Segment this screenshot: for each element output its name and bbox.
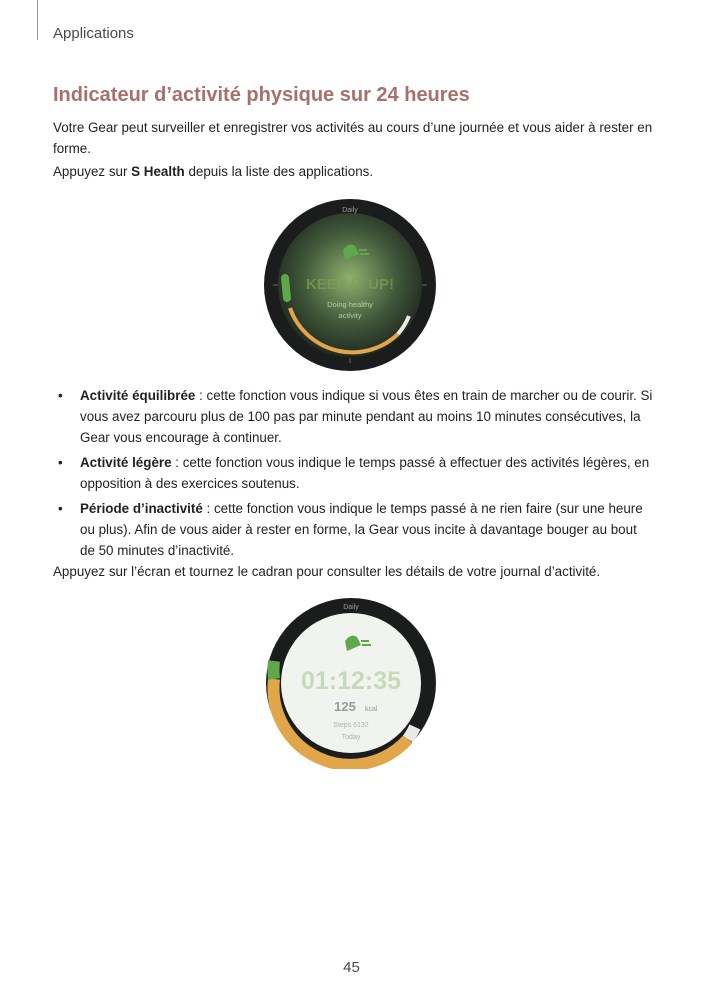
watch-keep-it-up bbox=[263, 198, 437, 372]
period-label: Today bbox=[341, 734, 361, 741]
instruction-suffix: depuis la liste des applications. bbox=[184, 164, 374, 179]
margin-rule bbox=[37, 0, 38, 40]
list-item-term: Activité équilibrée bbox=[80, 388, 196, 403]
list-item-text: : cette fonction vous indique si vous êtes en train de marcher ou de courir. Si vous avez parcouru plus de 100 pas par minute pendant au moins 10 minutes consécutives, la Gear vous encourage à continuer. bbox=[80, 388, 653, 445]
watch-activity-details bbox=[265, 597, 437, 769]
subtext-line-2: activity bbox=[338, 311, 362, 320]
list-item-term: Période d’inactivité bbox=[80, 501, 203, 516]
feature-list bbox=[53, 385, 653, 565]
list-item-term: Activité légère bbox=[80, 455, 172, 470]
bullet-icon: • bbox=[58, 455, 63, 470]
steps-label: Steps 6132 bbox=[333, 722, 369, 729]
headline-text: KEEP IT UP! bbox=[305, 276, 395, 293]
list-item-text: : cette fonction vous indique le temps passé à ne rien faire (sur une heure ou plus). Afin de vous aider à rester en forme, la Gear vous incite à davantage bouger au bout de 50 minutes d’inactivité. bbox=[80, 501, 643, 558]
subtext-line-1: Doing healthy bbox=[327, 300, 373, 309]
list-item bbox=[53, 498, 653, 561]
list-item bbox=[53, 452, 653, 494]
watch-top-label: Daily bbox=[342, 207, 358, 214]
activity-ring-light bbox=[408, 727, 415, 739]
running-header: Applications bbox=[53, 25, 134, 42]
calorie-value: 125 bbox=[334, 699, 356, 714]
bullet-icon: • bbox=[58, 388, 63, 403]
page-title: Indicateur d’activité physique sur 24 heures bbox=[53, 84, 470, 106]
page-number: 45 bbox=[343, 959, 360, 976]
calorie-unit: kcal bbox=[365, 706, 378, 713]
watch-top-label: Daily bbox=[343, 604, 359, 611]
activity-time: 01:12:35 bbox=[300, 667, 402, 695]
outro-paragraph: Appuyez sur l’écran et tournez le cadran pour consulter les détails de votre journal d’activité. bbox=[53, 564, 601, 579]
activity-ring-green bbox=[273, 661, 274, 679]
instruction-prefix: Appuyez sur bbox=[53, 164, 132, 179]
intro-paragraph: Votre Gear peut surveiller et enregistrer vos activités au cours d’une journée et vous aider à rester en forme. bbox=[53, 120, 653, 156]
bullet-icon: • bbox=[58, 501, 63, 516]
list-item-text: : cette fonction vous indique le temps passé à effectuer des activités légères, en opposition à des exercices soutenus. bbox=[80, 455, 650, 491]
list-item bbox=[53, 385, 653, 448]
s-health-term: S Health bbox=[131, 164, 185, 179]
intro-instruction bbox=[53, 161, 653, 182]
activity-ring-green bbox=[285, 278, 287, 298]
